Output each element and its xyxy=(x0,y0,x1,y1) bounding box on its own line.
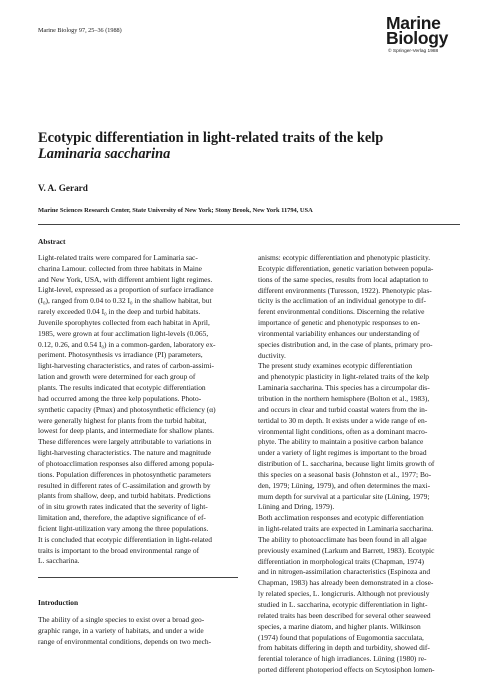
abstract-line: tions. Population differences in photosynthetic parameters xyxy=(38,469,211,479)
introduction-line: The ability of a single species to exist over a broad geo- xyxy=(38,614,205,624)
abstract-line: L. saccharina. xyxy=(38,556,80,566)
abstract-body xyxy=(38,253,238,567)
abstract-line: (I₀), ranged from 0.04 to 0.32 I₀ in the shallow habitat, but xyxy=(38,296,212,306)
right-column-line: phyte. The ability to maintain a positive carbon balance xyxy=(258,437,424,447)
abstract-line: were generally highest for plants from the turbid habitat, xyxy=(38,415,207,425)
right-column-line: ly related species, L. longicruris. Although not previously xyxy=(258,589,430,599)
abstract-line: rarely exceeded 0.04 I₀ in the deep and turbid habitats. xyxy=(38,307,201,317)
right-column-line: this species on a seasonal basis (Johnston et al., 1977; Bo- xyxy=(258,469,432,479)
right-column-line: Ecotypic differentiation, genetic variation between popula- xyxy=(258,263,434,273)
right-column-line: ferential tolerance of high irradiances. Lüning (1980) re- xyxy=(258,654,427,664)
abstract-rule xyxy=(38,577,238,578)
right-column-line: species distribution and, in the case of plants, primary pro- xyxy=(258,339,433,349)
right-column-line: and in nitrogen-assimilation characteristics (Espinoza and xyxy=(258,567,431,577)
journal-logo xyxy=(386,13,466,54)
right-column-line: under a variety of light regimes is important to the broad xyxy=(258,448,427,458)
right-column-line: importance of genetic and phenotypic responses to en- xyxy=(258,318,421,328)
right-column-line: vironmental variability enhances our understanding of xyxy=(258,328,420,338)
right-column-line: species, a marine diatom, and higher plants. Wilkinson xyxy=(258,621,421,631)
right-column-line: ferent environmental conditions. Discerning the relative xyxy=(258,307,425,317)
right-column-line: different environments (Turesson, 1922). Phenotypic plas- xyxy=(258,285,432,295)
right-column-line: tribution in the northern hemisphere (Bolton et al., 1983), xyxy=(258,393,430,403)
right-column-body xyxy=(258,253,460,676)
right-column xyxy=(258,253,460,676)
right-column-line: vironmental light conditions, often as a dominant macro- xyxy=(258,426,428,436)
abstract-line: resulted in different rates of C-assimilation and growth by xyxy=(38,480,211,490)
abstract-line: light-harvesting characteristics, and rates of carbon-assimi- xyxy=(38,361,214,371)
abstract-line: Light-related traits were compared for Laminaria sac- xyxy=(38,252,198,262)
right-column-line: Both acclimation responses and ecotypic differentiation xyxy=(258,513,424,523)
abstract-line: ficient light-utilization vary among the three populations. xyxy=(38,523,209,533)
right-column-line: ported different photoperiod effects on Scytosiphon lomen- xyxy=(258,665,435,675)
right-column-line: Laminaria saccharina. This species has a circumpolar dis- xyxy=(258,383,430,393)
abstract-line: 0.12, 0.26, and 0.54 I₀) in a common-garden, laboratory ex- xyxy=(38,339,216,349)
right-column-line: tertidal to 30 m depth. It exists under a wide range of en- xyxy=(258,415,428,425)
introduction-line: graphic range, in a variety of habitats, and under a wide xyxy=(38,625,204,635)
affiliation: Marine Sciences Research Center, State University of New York; Stony Brook, New York 11794, USA xyxy=(38,207,313,214)
title-line-1: Ecotypic differentiation in light-related traits of the kelp xyxy=(38,130,384,146)
right-column-line: mum depth for survival at a particular site (Lüning, 1979; xyxy=(258,491,430,501)
abstract-line: had occurred among the three kelp populations. Photo- xyxy=(38,393,202,403)
logo-word-marine: Marine xyxy=(386,13,441,33)
journal-reference: Marine Biology 97, 25–36 (1988) xyxy=(38,27,122,34)
abstract-line: Light-level, expressed as a proportion of surface irradiance xyxy=(38,285,214,295)
right-column-line: and occurs in clear and turbid coastal waters from the in- xyxy=(258,404,428,414)
right-column-line: related traits has been described for several other seaweed xyxy=(258,610,431,620)
abstract-line: light-harvesting characteristics. The nature and magnitude xyxy=(38,448,211,458)
right-column-line: studied in L. saccharina, ecotypic differentiation in light- xyxy=(258,600,428,609)
right-column-line: Lüning and Dring, 1979). xyxy=(258,502,335,512)
abstract-line: charina Lamour. collected from three habitats in Maine xyxy=(38,263,202,273)
logo-word-biology xyxy=(386,28,466,48)
right-column-line: differentiation in morphological traits (Chapman, 1974) xyxy=(258,556,424,566)
right-column-line: den, 1979; Lüning, 1979), and often determines the maxi- xyxy=(258,480,431,490)
article-title xyxy=(38,130,458,162)
abstract-line: synthetic capacity (Pmax) and photosynthetic efficiency (α) xyxy=(38,404,216,414)
logo-copyright: © Springer-Verlag 1988 xyxy=(388,49,439,54)
right-column-line: ticity is the acclimation of an individual genotype to dif- xyxy=(258,296,426,306)
abstract-line: lation and growth were determined for each group of xyxy=(38,372,196,382)
introduction-body xyxy=(38,615,238,648)
right-column-line: ductivity. xyxy=(258,350,286,360)
right-column-line: distribution of L. saccharina, because light limits growth of xyxy=(258,459,435,469)
right-column-line: in light-related traits are expected in Laminaria saccharina. xyxy=(258,524,434,534)
abstract-line: plants from shallow, deep, and turbid habitats. Predictions xyxy=(38,491,211,501)
abstract-heading: Abstract xyxy=(38,237,66,246)
abstract-line: 1985, were grown at four acclimation light-levels (0.065, xyxy=(38,328,209,338)
right-column-line: The present study examines ecotypic differentiation xyxy=(258,361,413,371)
abstract-line: and New York, USA, with different ambient light regimes. xyxy=(38,274,213,284)
header-rule xyxy=(38,224,460,225)
abstract-line: limitation and, therefore, the adaptive significance of ef- xyxy=(38,513,206,523)
abstract-line: of in situ growth rates indicated that the severity of light- xyxy=(38,502,208,512)
abstract-line: lowest for deep plants, and intermediate for shallow plants. xyxy=(38,426,214,436)
abstract-line: of photoacclimation responses also differed among popula- xyxy=(38,458,215,468)
right-column-line: from habitats differing in depth and turbidity, showed dif- xyxy=(258,643,430,653)
right-column-line: previously examined (Larkum and Barrett, 1983). Ecotypic xyxy=(258,545,435,555)
abstract-line: It is concluded that ecotypic differentiation in light-related xyxy=(38,534,212,544)
introduction-line: range of environmental conditions, depends on two mech- xyxy=(38,636,212,646)
abstract-line: These differences were largely attributable to variations in xyxy=(38,437,212,447)
right-column-line: and phenotypic plasticity in light-related traits of the kelp xyxy=(258,372,430,382)
right-column-line: anisms: ecotypic differentiation and phenotypic plasticity. xyxy=(258,253,431,262)
title-line-2: Laminaria saccharina xyxy=(38,146,171,162)
abstract-line: traits is important to the broad environmental range of xyxy=(38,545,200,555)
abstract-line: plants. The results indicated that ecotypic differentiation xyxy=(38,382,206,392)
abstract-line: periment. Photosynthesis vs irradiance (PI) parameters, xyxy=(38,350,203,360)
right-column-line: (1974) found that populations of Eugomontia sacculata, xyxy=(258,632,424,642)
introduction-heading: Introduction xyxy=(38,598,79,607)
right-column-line: The ability to photoacclimate has been found in all algae xyxy=(258,534,427,544)
logo-word-biology-text: Biology xyxy=(386,28,449,48)
abstract-section xyxy=(38,237,238,567)
introduction-section xyxy=(38,598,238,647)
abstract-line: Juvenile sporophytes collected from each habitat in April, xyxy=(38,317,210,327)
author: V. A. Gerard xyxy=(38,183,88,193)
right-column-line: tions of the same species, results from local adaptation to xyxy=(258,274,429,284)
right-column-line: Chapman, 1983) has already been demonstrated in a close- xyxy=(258,578,434,588)
